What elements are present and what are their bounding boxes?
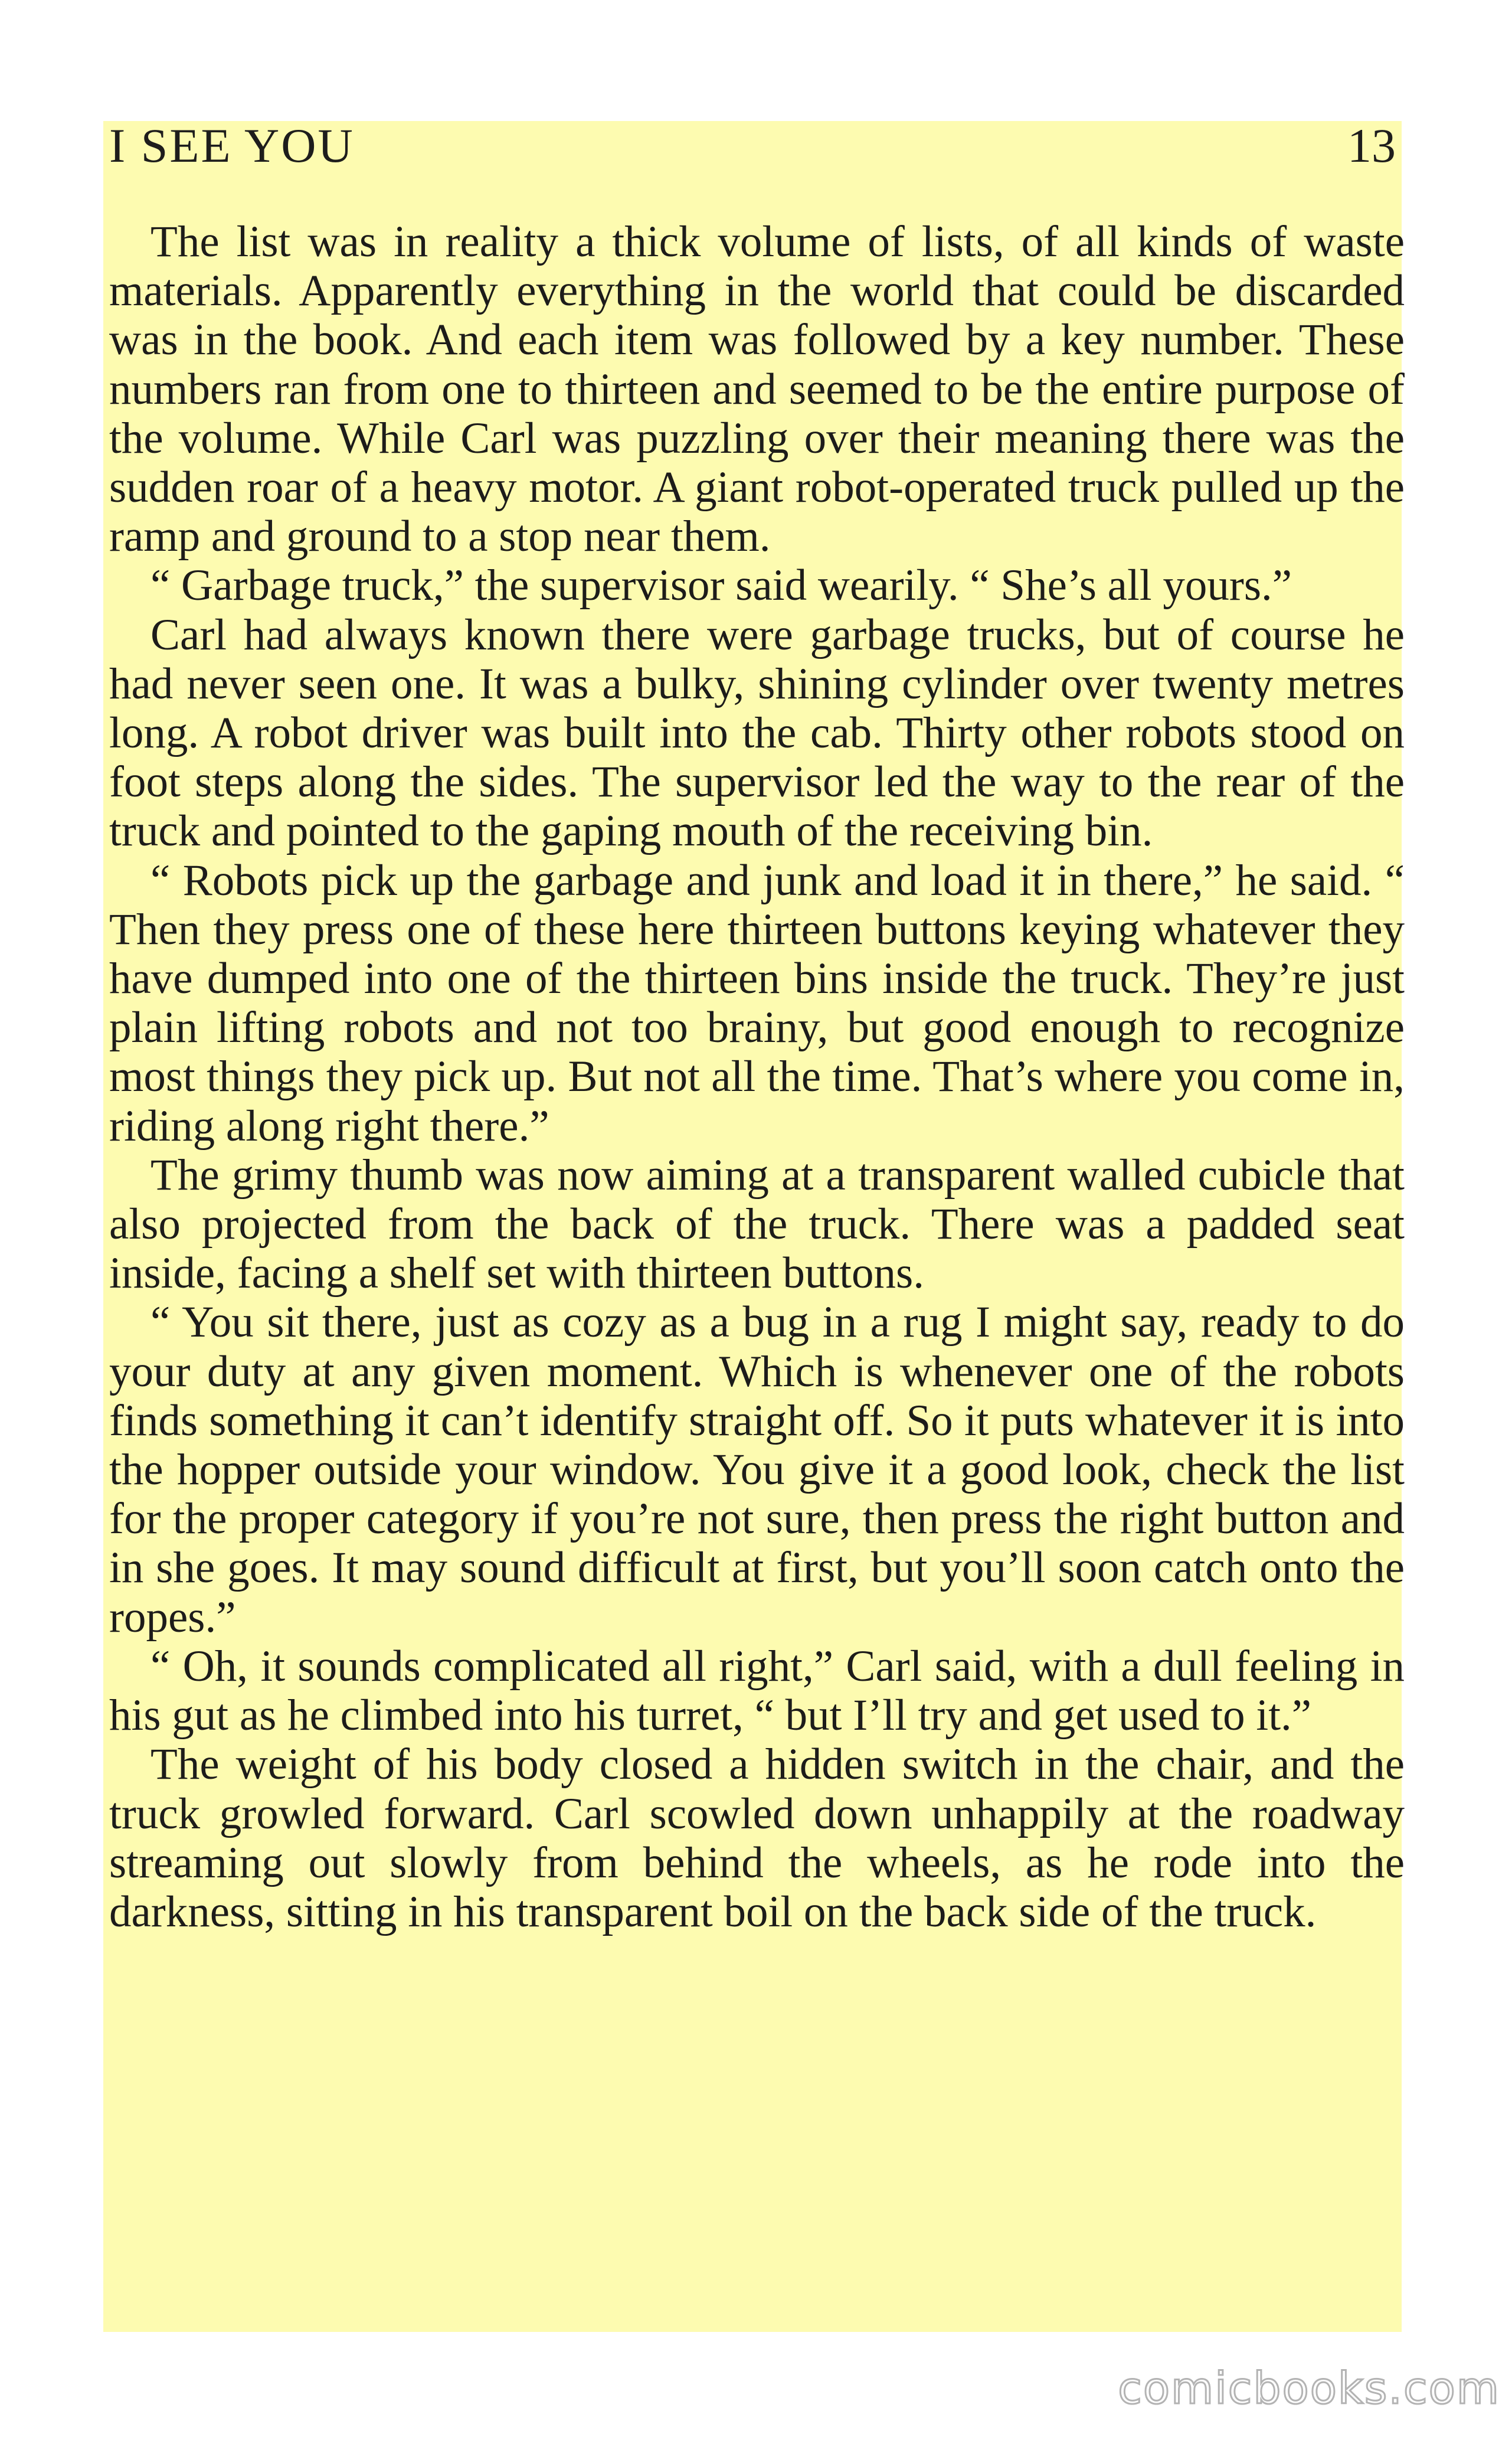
paragraph-1: The list was in reality a thick volume of lists, of all kinds of waste materials. Apparently everything in the world that could be discarded was in the book. And each item was followed by a key number. These numbers ran from one to thirteen and seemed to be the entire purpose of the volume. While Carl was puzzling over their meaning there was the sudden roar of a heavy motor. A giant robot-operated truck pulled up the ramp and ground to a stop near them.	[109, 217, 1405, 561]
paragraph-5: The grimy thumb was now aiming at a transparent walled cubicle that also projected from the back of the truck. There was a padded seat inside, facing a shelf set with thirteen buttons.	[109, 1150, 1405, 1298]
page-number: 13	[1347, 119, 1396, 172]
running-head	[109, 118, 1402, 183]
paragraph-2: “ Garbage truck,” the supervisor said wearily. “ She’s all yours.”	[150, 561, 1292, 610]
paragraph-7: “ Oh, it sounds complicated all right,” Carl said, with a dull feeling in his gut as he climbed into his turret, “ but I’ll try and get used to it.”	[109, 1641, 1405, 1740]
story-text	[109, 217, 1405, 1936]
site-watermark: comicbooks.com	[1118, 2363, 1500, 2414]
paragraph-3: Carl had always known there were garbage trucks, but of course he had never seen one. It was a bulky, shining cylinder over twenty metres long. A robot driver was built into the cab. Thirty other robots stood on foot steps along the sides. The supervisor led the way to the rear of the truck and pointed to the gaping mouth of the receiving bin.	[109, 610, 1405, 856]
running-title: I SEE YOU	[109, 119, 355, 172]
paragraph-8: The weight of his body closed a hidden switch in the chair, and the truck growled forward. Carl scowled down unhappily at the roadway streaming out slowly from behind the wheels, as he rode into the darkness, sitting in his transparent boil on the back side of the truck.	[109, 1740, 1405, 1936]
paragraph-4: “ Robots pick up the garbage and junk and load it in there,” he said. “ Then they press one of these here thirteen buttons keying whatever they have dumped into one of the thirteen bins inside the truck. They’re just plain lifting robots and not too brainy, but good enough to recognize most things they pick up. But not all the time. That’s where you come in, riding along right there.”	[109, 855, 1405, 1151]
paragraph-6: “ You sit there, just as cozy as a bug in a rug I might say, ready to do your duty at any given moment. Which is whenever one of the robots finds something it can’t identify straight off. So it puts whatever it is into the hopper outside your window. You give it a good look, check the list for the proper category if you’re not sure, then press the right button and in she goes. It may sound difficult at first, but you’ll soon catch onto the ropes.”	[109, 1298, 1405, 1642]
